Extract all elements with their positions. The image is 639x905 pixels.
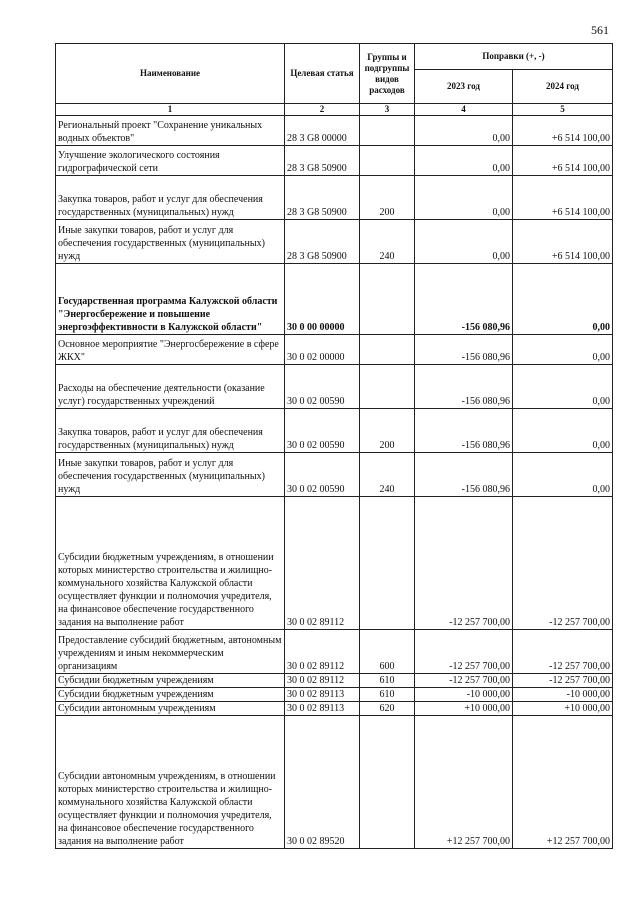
column-number: 1 bbox=[56, 104, 285, 116]
row-name: Региональный проект "Сохранение уникальных водных объектов" bbox=[56, 116, 285, 146]
row-group-code: 200 bbox=[360, 176, 415, 220]
budget-table bbox=[55, 43, 613, 849]
row-value-2023: -156 080,96 bbox=[415, 264, 513, 335]
header-groups: Группы и подгруппы видов расходов bbox=[360, 44, 415, 104]
row-group-code bbox=[360, 335, 415, 365]
row-target-code: 28 3 G8 00000 bbox=[285, 116, 360, 146]
page-number: 561 bbox=[591, 23, 609, 37]
table-row bbox=[56, 146, 613, 176]
row-group-code: 610 bbox=[360, 674, 415, 688]
row-name: Закупка товаров, работ и услуг для обеспечения государственных (муниципальных) нужд bbox=[56, 176, 285, 220]
table-row bbox=[56, 176, 613, 220]
column-number: 2 bbox=[285, 104, 360, 116]
column-number: 3 bbox=[360, 104, 415, 116]
header-target: Целевая статья bbox=[285, 44, 360, 104]
row-target-code: 30 0 02 00590 bbox=[285, 365, 360, 409]
header-year-2024: 2024 год bbox=[513, 70, 613, 104]
row-name: Субсидии автономным учреждениям bbox=[56, 702, 285, 716]
row-group-code: 620 bbox=[360, 702, 415, 716]
row-name: Иные закупки товаров, работ и услуг для обеспечения государственных (муниципальных) нужд bbox=[56, 453, 285, 497]
row-target-code: 30 0 02 89112 bbox=[285, 674, 360, 688]
row-group-code: 240 bbox=[360, 220, 415, 264]
row-target-code: 30 0 02 00590 bbox=[285, 409, 360, 453]
row-name: Предоставление субсидий бюджетным, автономным учреждениям и иным некоммерческим организациям bbox=[56, 630, 285, 674]
row-value-2023: -12 257 700,00 bbox=[415, 497, 513, 630]
row-value-2023: 0,00 bbox=[415, 220, 513, 264]
row-value-2024: +10 000,00 bbox=[513, 702, 613, 716]
row-value-2023: -156 080,96 bbox=[415, 365, 513, 409]
table-row bbox=[56, 365, 613, 409]
row-target-code: 30 0 02 89112 bbox=[285, 497, 360, 630]
row-value-2024: -12 257 700,00 bbox=[513, 674, 613, 688]
row-group-code bbox=[360, 497, 415, 630]
table-row bbox=[56, 674, 613, 688]
row-value-2023: -156 080,96 bbox=[415, 453, 513, 497]
row-group-code: 240 bbox=[360, 453, 415, 497]
row-name: Иные закупки товаров, работ и услуг для обеспечения государственных (муниципальных) нужд bbox=[56, 220, 285, 264]
row-value-2024: +6 514 100,00 bbox=[513, 116, 613, 146]
row-value-2023: 0,00 bbox=[415, 146, 513, 176]
table-row bbox=[56, 497, 613, 630]
row-value-2023: -10 000,00 bbox=[415, 688, 513, 702]
header-year-2023: 2023 год bbox=[415, 70, 513, 104]
row-target-code: 30 0 02 00000 bbox=[285, 335, 360, 365]
row-value-2024: +6 514 100,00 bbox=[513, 220, 613, 264]
row-value-2024: +6 514 100,00 bbox=[513, 146, 613, 176]
header-name: Наименование bbox=[56, 44, 285, 104]
row-name: Государственная программа Калужской области "Энергосбережение и повышение энергоэффективности в Калужской области" bbox=[56, 264, 285, 335]
row-value-2024: 0,00 bbox=[513, 365, 613, 409]
row-value-2023: 0,00 bbox=[415, 176, 513, 220]
row-target-code: 30 0 00 00000 bbox=[285, 264, 360, 335]
row-name: Субсидии автономным учреждениям, в отношении которых министерство строительства и жилищно-коммунального хозяйства Калужской области осуществляет функции и полномочия учредителя, на финансовое обеспечение государственного задания на выполнение работ bbox=[56, 716, 285, 849]
row-target-code: 30 0 02 89520 bbox=[285, 716, 360, 849]
row-value-2024: -10 000,00 bbox=[513, 688, 613, 702]
row-target-code: 28 3 G8 50900 bbox=[285, 176, 360, 220]
table-row bbox=[56, 409, 613, 453]
column-number: 4 bbox=[415, 104, 513, 116]
row-value-2024: 0,00 bbox=[513, 335, 613, 365]
row-group-code bbox=[360, 365, 415, 409]
row-value-2023: -12 257 700,00 bbox=[415, 630, 513, 674]
row-value-2024: +6 514 100,00 bbox=[513, 176, 613, 220]
row-group-code: 600 bbox=[360, 630, 415, 674]
row-value-2023: +10 000,00 bbox=[415, 702, 513, 716]
row-group-code: 200 bbox=[360, 409, 415, 453]
row-group-code bbox=[360, 716, 415, 849]
table-row bbox=[56, 116, 613, 146]
row-target-code: 28 3 G8 50900 bbox=[285, 146, 360, 176]
table-row bbox=[56, 453, 613, 497]
row-group-code bbox=[360, 264, 415, 335]
table-row bbox=[56, 716, 613, 849]
row-target-code: 30 0 02 89112 bbox=[285, 630, 360, 674]
header-amendments: Поправки (+, -) bbox=[415, 44, 613, 70]
row-value-2024: -12 257 700,00 bbox=[513, 497, 613, 630]
column-number: 5 bbox=[513, 104, 613, 116]
row-value-2023: -156 080,96 bbox=[415, 409, 513, 453]
row-value-2024: 0,00 bbox=[513, 264, 613, 335]
table-row bbox=[56, 220, 613, 264]
row-value-2023: -156 080,96 bbox=[415, 335, 513, 365]
row-value-2023: 0,00 bbox=[415, 116, 513, 146]
row-target-code: 30 0 02 00590 bbox=[285, 453, 360, 497]
row-value-2023: +12 257 700,00 bbox=[415, 716, 513, 849]
row-name: Основное мероприятие "Энергосбережение в сфере ЖКХ" bbox=[56, 335, 285, 365]
row-value-2023: -12 257 700,00 bbox=[415, 674, 513, 688]
row-name: Субсидии бюджетным учреждениям bbox=[56, 688, 285, 702]
row-value-2024: 0,00 bbox=[513, 453, 613, 497]
row-name: Субсидии бюджетным учреждениям bbox=[56, 674, 285, 688]
row-target-code: 30 0 02 89113 bbox=[285, 702, 360, 716]
table-row bbox=[56, 702, 613, 716]
row-group-code bbox=[360, 116, 415, 146]
table-row bbox=[56, 688, 613, 702]
row-value-2024: 0,00 bbox=[513, 409, 613, 453]
table-row bbox=[56, 335, 613, 365]
table-row bbox=[56, 630, 613, 674]
row-value-2024: +12 257 700,00 bbox=[513, 716, 613, 849]
row-target-code: 30 0 02 89113 bbox=[285, 688, 360, 702]
row-group-code: 610 bbox=[360, 688, 415, 702]
table-row bbox=[56, 264, 613, 335]
row-value-2024: -12 257 700,00 bbox=[513, 630, 613, 674]
row-name: Улучшение экологического состояния гидрографической сети bbox=[56, 146, 285, 176]
row-target-code: 28 3 G8 50900 bbox=[285, 220, 360, 264]
row-name: Субсидии бюджетным учреждениям, в отношении которых министерство строительства и жилищно-коммунального хозяйства Калужской области осуществляет функции и полномочия учредителя, на финансовое обеспечение государственного задания на выполнение работ bbox=[56, 497, 285, 630]
row-name: Закупка товаров, работ и услуг для обеспечения государственных (муниципальных) нужд bbox=[56, 409, 285, 453]
row-group-code bbox=[360, 146, 415, 176]
row-name: Расходы на обеспечение деятельности (оказание услуг) государственных учреждений bbox=[56, 365, 285, 409]
